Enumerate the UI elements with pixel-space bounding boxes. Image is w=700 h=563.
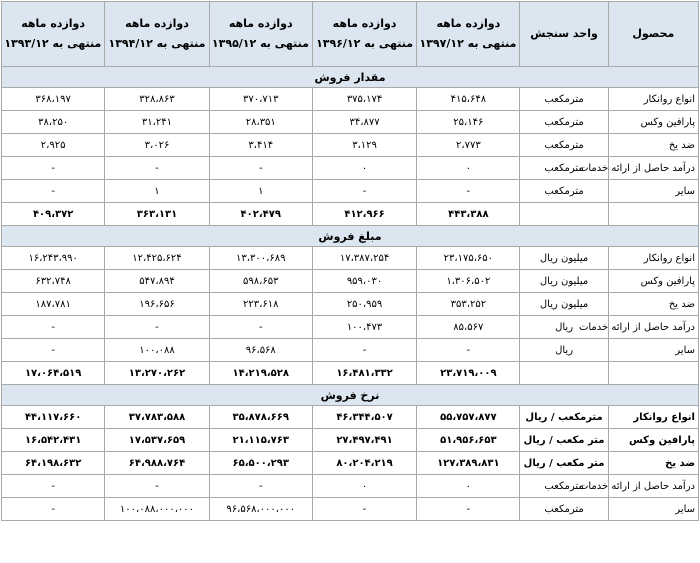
total-value-cell: ۱۷،۰۶۴،۵۱۹ bbox=[2, 362, 105, 385]
total-product-cell bbox=[608, 203, 698, 226]
value-cell: ۳۶۸،۱۹۷ bbox=[2, 88, 105, 111]
total-value-cell: ۱۶،۴۸۱،۳۳۲ bbox=[312, 362, 416, 385]
value-cell: ۱۶،۲۴۳،۹۹۰ bbox=[2, 247, 105, 270]
value-cell: ۲۵۰،۹۵۹ bbox=[312, 293, 416, 316]
header-row bbox=[2, 2, 699, 67]
total-unit-cell bbox=[520, 362, 608, 385]
section-header-row bbox=[2, 226, 699, 247]
value-cell: ۶۵،۵۰۰،۲۹۳ bbox=[209, 452, 312, 475]
value-cell: - bbox=[312, 498, 416, 521]
value-cell: ۹۵۹،۰۳۰ bbox=[312, 270, 416, 293]
value-cell: ۴۴،۱۱۷،۶۶۰ bbox=[2, 406, 105, 429]
product-cell: درآمد حاصل از ارائه خدمات bbox=[608, 157, 698, 180]
value-cell: ۳،۱۲۹ bbox=[312, 134, 416, 157]
product-cell: سایر bbox=[608, 180, 698, 203]
table-row bbox=[2, 429, 699, 452]
value-cell: - bbox=[2, 157, 105, 180]
value-cell: ۸۰،۲۰۴،۲۱۹ bbox=[312, 452, 416, 475]
table-row bbox=[2, 293, 699, 316]
value-cell: ۳۱،۲۴۱ bbox=[105, 111, 209, 134]
table-row bbox=[2, 247, 699, 270]
value-cell: ۳۷،۷۸۳،۵۸۸ bbox=[105, 406, 209, 429]
total-unit-cell bbox=[520, 203, 608, 226]
product-cell: ضد یخ bbox=[608, 452, 698, 475]
value-cell: ۱ bbox=[105, 180, 209, 203]
value-cell: - bbox=[2, 475, 105, 498]
product-cell: سایر bbox=[608, 498, 698, 521]
value-cell: - bbox=[2, 339, 105, 362]
unit-cell: مترمکعب bbox=[520, 498, 608, 521]
value-cell: ۴۶،۳۴۴،۵۰۷ bbox=[312, 406, 416, 429]
value-cell: - bbox=[417, 339, 520, 362]
value-cell: ۰ bbox=[417, 157, 520, 180]
product-cell: پارافین وکس bbox=[608, 429, 698, 452]
unit-cell: مترمکعب bbox=[520, 134, 608, 157]
value-cell: - bbox=[417, 180, 520, 203]
value-cell: ۲،۷۷۳ bbox=[417, 134, 520, 157]
total-value-cell: ۴۴۳،۳۸۸ bbox=[417, 203, 520, 226]
value-cell: ۲۵،۱۴۶ bbox=[417, 111, 520, 134]
unit-cell: مترمکعب / ریال bbox=[520, 406, 608, 429]
table-row bbox=[2, 339, 699, 362]
value-cell: ۱۰۰،۰۸۸،۰۰۰،۰۰۰ bbox=[105, 498, 209, 521]
product-cell: درآمد حاصل از ارائه خدمات bbox=[608, 475, 698, 498]
value-cell: ۵۱،۹۵۶،۶۵۳ bbox=[417, 429, 520, 452]
value-cell: ۳۸،۲۵۰ bbox=[2, 111, 105, 134]
value-cell: - bbox=[209, 475, 312, 498]
value-cell: - bbox=[2, 180, 105, 203]
value-cell: ۳۴،۸۷۷ bbox=[312, 111, 416, 134]
value-cell: ۲۲۳،۶۱۸ bbox=[209, 293, 312, 316]
value-cell: - bbox=[105, 316, 209, 339]
table-row bbox=[2, 157, 699, 180]
unit-cell: میلیون ریال bbox=[520, 270, 608, 293]
value-cell: ۱۹۶،۶۵۶ bbox=[105, 293, 209, 316]
product-cell: انواع روانکار bbox=[608, 406, 698, 429]
value-cell: - bbox=[2, 316, 105, 339]
header-period-1395: دوازده ماهه منتهی به ۱۳۹۵/۱۲ bbox=[209, 2, 312, 67]
value-cell: ۱ bbox=[209, 180, 312, 203]
total-value-cell: ۳۶۳،۱۳۱ bbox=[105, 203, 209, 226]
total-product-cell bbox=[608, 362, 698, 385]
unit-cell: متر مکعب / ریال bbox=[520, 429, 608, 452]
value-cell: ۱۰۰،۰۸۸ bbox=[105, 339, 209, 362]
product-cell: انواع روانکار bbox=[608, 88, 698, 111]
value-cell: ۲۸،۳۵۱ bbox=[209, 111, 312, 134]
sales-table bbox=[1, 1, 699, 521]
value-cell: ۱۲۷،۳۸۹،۸۳۱ bbox=[417, 452, 520, 475]
table-row bbox=[2, 88, 699, 111]
value-cell: ۴۱۵،۶۴۸ bbox=[417, 88, 520, 111]
unit-cell: میلیون ریال bbox=[520, 293, 608, 316]
total-row bbox=[2, 203, 699, 226]
value-cell: ۰ bbox=[417, 475, 520, 498]
product-cell: سایر bbox=[608, 339, 698, 362]
table-row bbox=[2, 270, 699, 293]
unit-cell: میلیون ریال bbox=[520, 247, 608, 270]
value-cell: ۳۵،۸۷۸،۶۶۹ bbox=[209, 406, 312, 429]
unit-cell: متر مکعب / ریال bbox=[520, 452, 608, 475]
value-cell: ۳۷۵،۱۷۴ bbox=[312, 88, 416, 111]
unit-cell: مترمکعب bbox=[520, 111, 608, 134]
product-cell: پارافین وکس bbox=[608, 111, 698, 134]
value-cell: - bbox=[312, 339, 416, 362]
value-cell: ۱۸۷،۷۸۱ bbox=[2, 293, 105, 316]
total-value-cell: ۴۰۹،۳۷۲ bbox=[2, 203, 105, 226]
value-cell: - bbox=[2, 498, 105, 521]
header-period-1396: دوازده ماهه منتهی به ۱۳۹۶/۱۲ bbox=[312, 2, 416, 67]
value-cell: ۱۷،۵۳۷،۶۵۹ bbox=[105, 429, 209, 452]
header-period-1393: دوازده ماهه منتهی به ۱۳۹۳/۱۲ bbox=[2, 2, 105, 67]
value-cell: ۱۲،۴۲۵،۶۲۴ bbox=[105, 247, 209, 270]
total-row bbox=[2, 362, 699, 385]
table-row bbox=[2, 180, 699, 203]
unit-cell: ریال bbox=[520, 316, 608, 339]
value-cell: ۰ bbox=[312, 475, 416, 498]
header-unit: واحد سنجش bbox=[520, 2, 608, 67]
value-cell: ۱۰۰،۴۷۳ bbox=[312, 316, 416, 339]
section-title: مقدار فروش bbox=[2, 67, 699, 88]
product-cell: ضد یخ bbox=[608, 134, 698, 157]
value-cell: ۱۳،۳۰۰،۶۸۹ bbox=[209, 247, 312, 270]
value-cell: ۶۳۲،۷۴۸ bbox=[2, 270, 105, 293]
section-title: مبلغ فروش bbox=[2, 226, 699, 247]
value-cell: ۲۳،۱۷۵،۶۵۰ bbox=[417, 247, 520, 270]
table-row bbox=[2, 316, 699, 339]
unit-cell: مترمکعب bbox=[520, 88, 608, 111]
value-cell: ۳۷۰،۷۱۳ bbox=[209, 88, 312, 111]
value-cell: - bbox=[417, 498, 520, 521]
value-cell: - bbox=[209, 316, 312, 339]
total-value-cell: ۴۰۲،۴۷۹ bbox=[209, 203, 312, 226]
section-title: نرخ فروش bbox=[2, 385, 699, 406]
value-cell: ۶۴،۱۹۸،۶۳۲ bbox=[2, 452, 105, 475]
value-cell: ۵۵،۷۵۷،۸۷۷ bbox=[417, 406, 520, 429]
total-value-cell: ۱۴،۲۱۹،۵۲۸ bbox=[209, 362, 312, 385]
value-cell: ۳،۰۲۶ bbox=[105, 134, 209, 157]
value-cell: ۰ bbox=[312, 157, 416, 180]
value-cell: ۹۶،۵۶۸ bbox=[209, 339, 312, 362]
section-header-row bbox=[2, 385, 699, 406]
product-cell: درآمد حاصل از ارائه خدمات bbox=[608, 316, 698, 339]
header-period-1394: دوازده ماهه منتهی به ۱۳۹۴/۱۲ bbox=[105, 2, 209, 67]
value-cell: ۱۶،۵۴۲،۴۳۱ bbox=[2, 429, 105, 452]
value-cell: ۲۱،۱۱۵،۷۶۳ bbox=[209, 429, 312, 452]
total-value-cell: ۴۱۲،۹۶۶ bbox=[312, 203, 416, 226]
value-cell: ۳،۴۱۴ bbox=[209, 134, 312, 157]
value-cell: ۳۲۸،۸۶۳ bbox=[105, 88, 209, 111]
header-period-1397: دوازده ماهه منتهی به ۱۳۹۷/۱۲ bbox=[417, 2, 520, 67]
value-cell: ۲۷،۴۹۷،۴۹۱ bbox=[312, 429, 416, 452]
unit-cell: مترمکعب bbox=[520, 180, 608, 203]
unit-cell: ریال bbox=[520, 339, 608, 362]
value-cell: ۹۶،۵۶۸،۰۰۰،۰۰۰ bbox=[209, 498, 312, 521]
table-row bbox=[2, 134, 699, 157]
value-cell: ۱۷،۳۸۷،۲۵۴ bbox=[312, 247, 416, 270]
value-cell: - bbox=[209, 157, 312, 180]
value-cell: ۱،۳۰۶،۵۰۲ bbox=[417, 270, 520, 293]
value-cell: ۳۵۳،۲۵۲ bbox=[417, 293, 520, 316]
value-cell: ۸۵،۵۶۷ bbox=[417, 316, 520, 339]
unit-cell: مترمکعب bbox=[520, 475, 608, 498]
total-value-cell: ۱۳،۲۷۰،۲۶۲ bbox=[105, 362, 209, 385]
table-row bbox=[2, 475, 699, 498]
value-cell: - bbox=[312, 180, 416, 203]
table-row bbox=[2, 498, 699, 521]
value-cell: ۲،۹۲۵ bbox=[2, 134, 105, 157]
product-cell: انواع روانکار bbox=[608, 247, 698, 270]
value-cell: - bbox=[105, 157, 209, 180]
product-cell: پارافین وکس bbox=[608, 270, 698, 293]
section-header-row bbox=[2, 67, 699, 88]
table-row bbox=[2, 452, 699, 475]
value-cell: ۶۴،۹۸۸،۷۶۴ bbox=[105, 452, 209, 475]
table-row bbox=[2, 111, 699, 134]
value-cell: ۵۹۸،۶۵۳ bbox=[209, 270, 312, 293]
unit-cell: مترمکعب bbox=[520, 157, 608, 180]
value-cell: - bbox=[105, 475, 209, 498]
header-product: محصول bbox=[608, 2, 698, 67]
product-cell: ضد یخ bbox=[608, 293, 698, 316]
value-cell: ۵۴۷،۸۹۴ bbox=[105, 270, 209, 293]
table-row bbox=[2, 406, 699, 429]
total-value-cell: ۲۳،۷۱۹،۰۰۹ bbox=[417, 362, 520, 385]
